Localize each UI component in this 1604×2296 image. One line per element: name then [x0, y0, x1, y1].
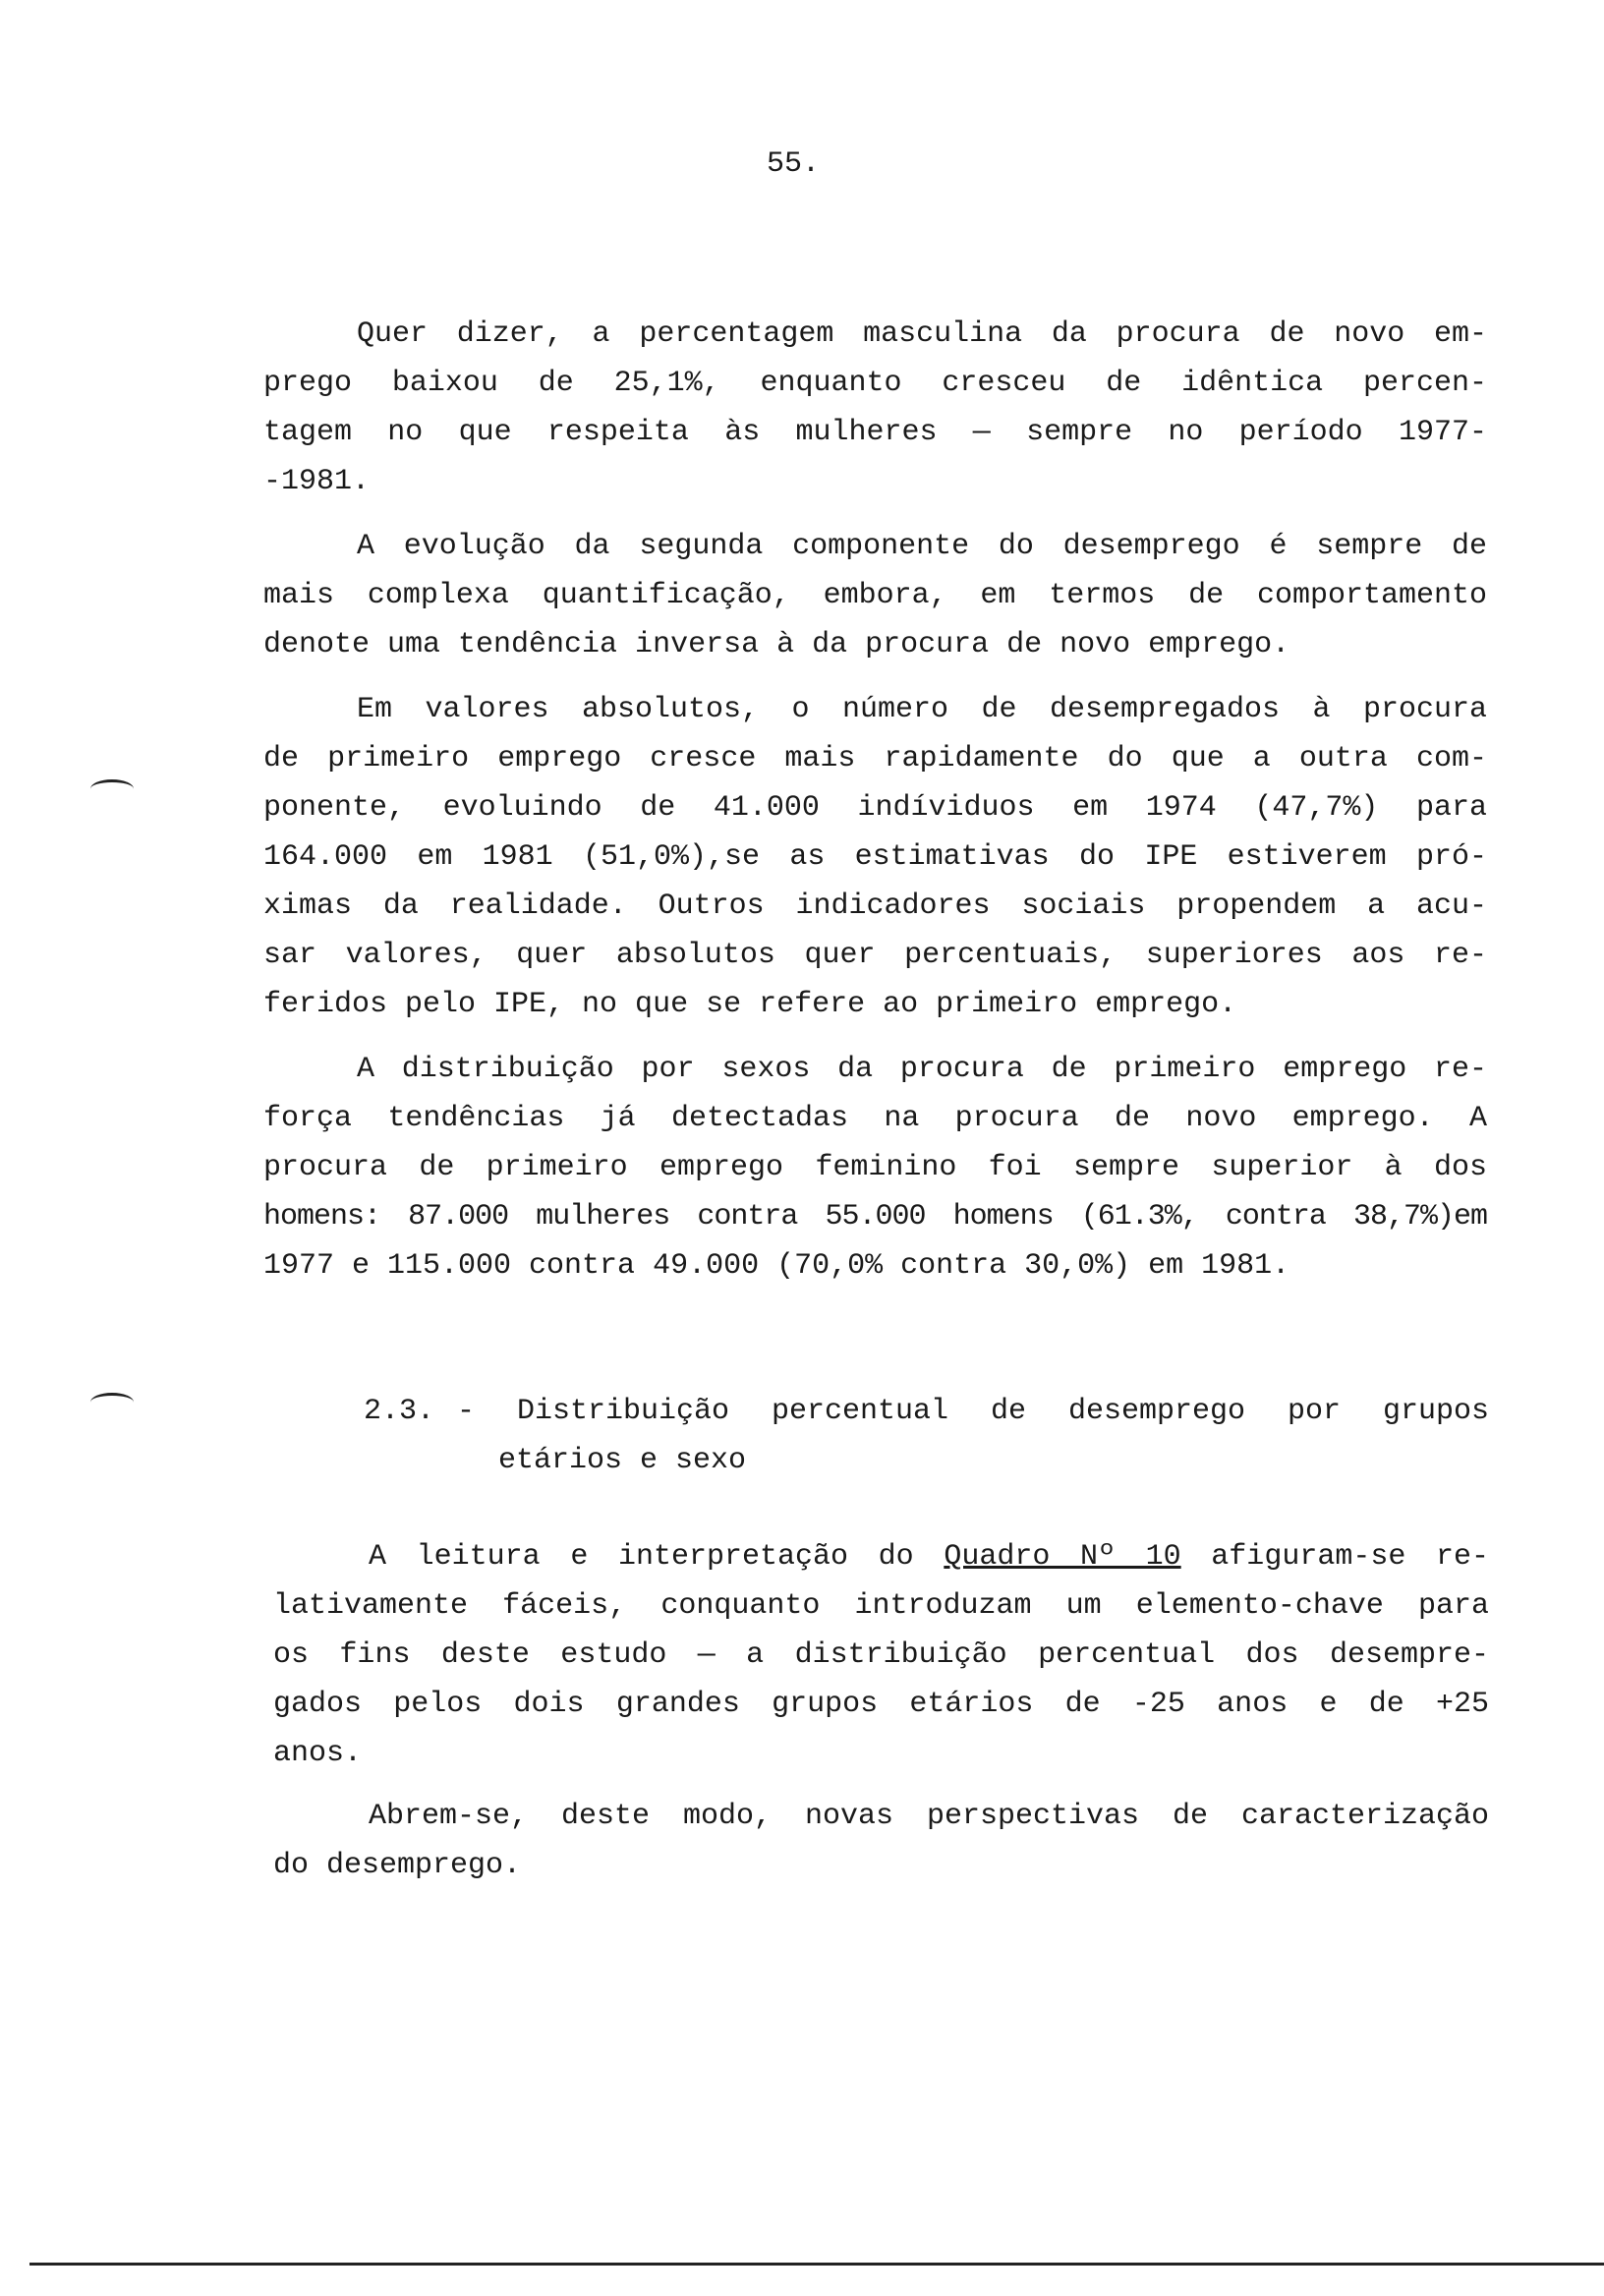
- paragraph-5-line-2: lativamente fáceis, conquanto introduzam um elemento-chave para: [273, 1589, 1489, 1623]
- margin-mark: [90, 1393, 134, 1411]
- paragraph-1-line-4: -1981.: [263, 465, 371, 498]
- paragraph-5-line-1-start: A leitura e interpretação do: [369, 1540, 945, 1574]
- paragraph-5-line-1: [369, 1539, 1489, 1575]
- paragraph-3-line-3: ponente, evoluindo de 41.000 indíviduos em 1974 (47,7%) para: [263, 791, 1487, 825]
- paragraph-6-line-2: do desemprego.: [273, 1849, 522, 1882]
- paragraph-1-line-2: prego baixou de 25,1%, enquanto cresceu de idêntica percen-: [263, 367, 1487, 400]
- section-title-line-1: - Distribuição percentual de desemprego por grupos: [457, 1395, 1489, 1428]
- section-number: 2.3.: [364, 1395, 435, 1428]
- paragraph-1-line-3: tagem no que respeita às mulheres — sempre no período 1977-: [263, 416, 1487, 449]
- paragraph-4-line-1: A distribuição por sexos da procura de primeiro emprego re-: [357, 1053, 1487, 1086]
- paragraph-5-line-1-end: afiguram-se re-: [1180, 1540, 1489, 1574]
- paragraph-5-line-3: os fins deste estudo — a distribuição percentual dos desempre-: [273, 1638, 1489, 1672]
- paragraph-4-line-3: procura de primeiro emprego feminino foi sempre superior à dos: [263, 1151, 1487, 1184]
- paragraph-3-line-7: feridos pelo IPE, no que se refere ao primeiro emprego.: [263, 988, 1237, 1021]
- paragraph-4-line-5: 1977 e 115.000 contra 49.000 (70,0% contra 30,0%) em 1981.: [263, 1249, 1290, 1283]
- paragraph-3-line-1: Em valores absolutos, o número de desempregados à procura: [357, 693, 1487, 726]
- paragraph-5-line-4: gados pelos dois grandes grupos etários de -25 anos e de +25: [273, 1688, 1489, 1721]
- paragraph-5-line-5: anos.: [273, 1737, 363, 1770]
- paragraph-4-line-2: força tendências já detectadas na procura de novo emprego. A: [263, 1102, 1487, 1135]
- paragraph-4-line-4: homens: 87.000 mulheres contra 55.000 homens (61.3%, contra 38,7%)em: [263, 1200, 1487, 1234]
- paragraph-1-line-1: Quer dizer, a percentagem masculina da procura de novo em-: [357, 317, 1487, 351]
- paragraph-3-line-2: de primeiro emprego cresce mais rapidamente do que a outra com-: [263, 742, 1487, 775]
- margin-mark: [90, 779, 134, 798]
- page-number: 55.: [767, 147, 821, 181]
- paragraph-2-line-3: denote uma tendência inversa à da procura de novo emprego.: [263, 628, 1290, 661]
- paragraph-2-line-1: A evolução da segunda componente do desemprego é sempre de: [357, 530, 1487, 563]
- paragraph-2-line-2: mais complexa quantificação, embora, em termos de comportamento: [263, 579, 1487, 612]
- section-title-line-2: etários e sexo: [498, 1444, 747, 1477]
- paragraph-3-line-5: ximas da realidade. Outros indicadores sociais propendem a acu-: [263, 890, 1487, 923]
- paragraph-6-line-1: Abrem-se, deste modo, novas perspectivas de caracterização: [369, 1800, 1489, 1833]
- quadro-10-reference: Quadro Nº 10: [944, 1540, 1181, 1574]
- footer-rule: [29, 2263, 1604, 2266]
- paragraph-3-line-6: sar valores, quer absolutos quer percentuais, superiores aos re-: [263, 939, 1487, 972]
- paragraph-3-line-4: 164.000 em 1981 (51,0%),se as estimativas do IPE estiverem pró-: [263, 840, 1487, 874]
